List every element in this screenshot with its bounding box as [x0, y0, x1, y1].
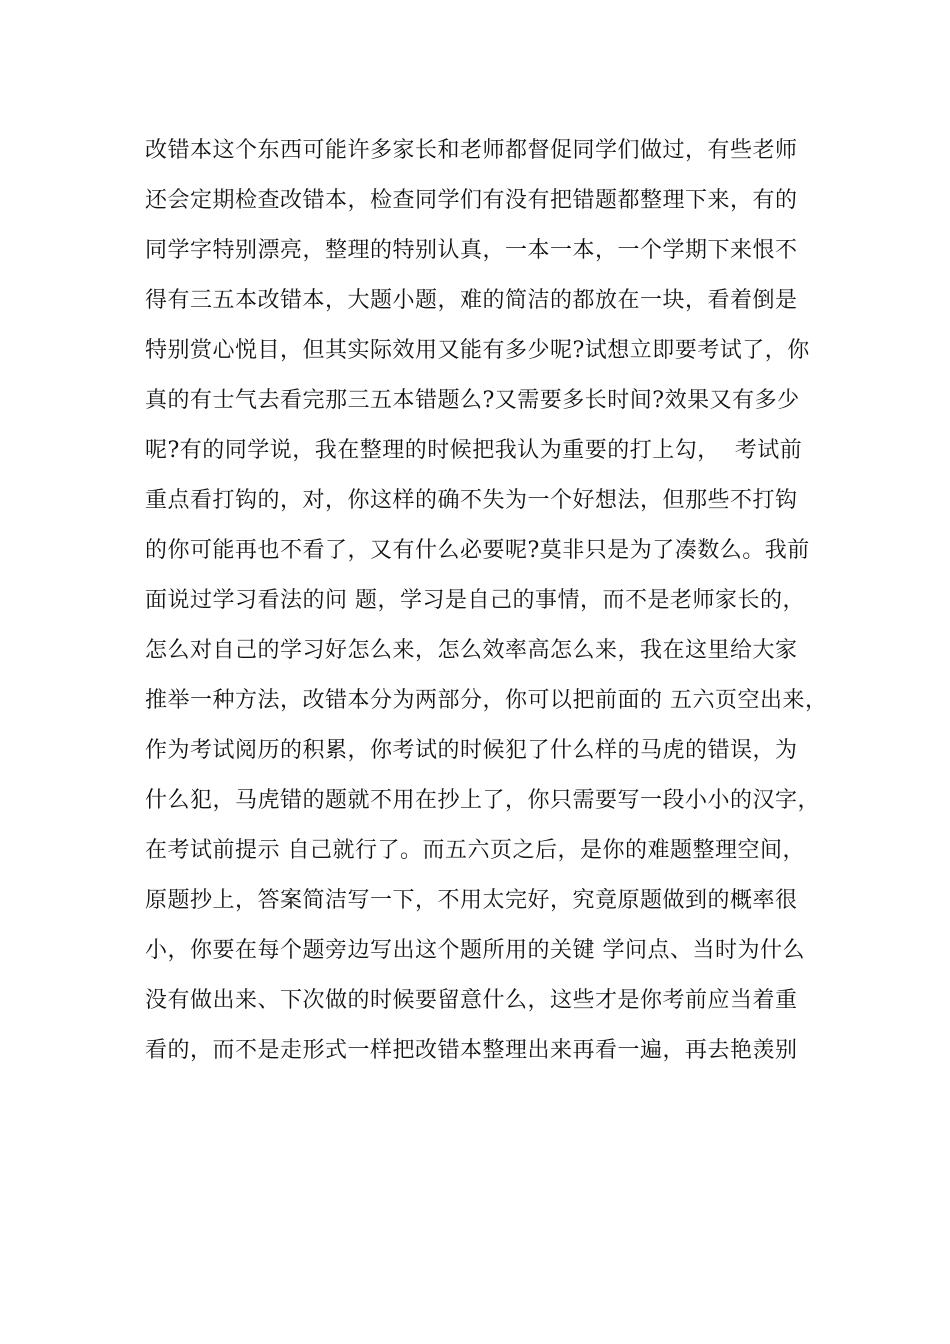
body-paragraph [145, 133, 828, 1083]
text-line: 怎么对自己的学习好怎么来，怎么效率高怎么来，我在这里给大家 [145, 638, 798, 663]
text-line: 重点看打钩的，对，你这样的确不失为一个好想法，但那些不打钩 [145, 488, 798, 513]
text-line: 面说过学习看法的问 题，学习是自己的事情，而不是老师家长的， [145, 588, 805, 613]
text-line: 的你可能再也不看了，又有什么必要呢?莫非只是为了凑数么。我前 [145, 538, 810, 563]
text-line: 原题抄上，答案简洁写一下，不用太完好，究竟原题做到的概率很 [145, 888, 798, 913]
text-line: 真的有士气去看完那三五本错题么?又需要多长时间?效果又有多少 [145, 388, 800, 413]
text-line: 同学字特别漂亮，整理的特别认真，一本一本，一个学期下来恨不 [145, 238, 798, 263]
text-line: 推举一种方法，改错本分为两部分，你可以把前面的 五六页空出来， [145, 688, 828, 713]
text-line: 没有做出来、下次做的时候要留意什么，这些才是你考前应当着重 [145, 988, 798, 1013]
text-line: 得有三五本改错本，大题小题，难的简洁的都放在一块，看着倒是 [145, 288, 798, 313]
text-line: 什么犯，马虎错的题就不用在抄上了，你只需要写一段小小的汉字， [145, 788, 821, 813]
text-line: 特别赏心悦目，但其实际效用又能有多少呢?试想立即要考试了，你 [145, 338, 810, 363]
text-line: 改错本这个东西可能许多家长和老师都督促同学们做过，有些老师 [145, 138, 798, 163]
text-line: 呢?有的同学说，我在整理的时候把我认为重要的打上勾， 考试前 [145, 438, 803, 463]
text-line: 作为考试阅历的积累，你考试的时候犯了什么样的马虎的错误，为 [145, 738, 798, 763]
text-line: 在考试前提示 自己就行了。而五六页之后，是你的难题整理空间， [145, 838, 805, 863]
text-line: 看的，而不是走形式一样把改错本整理出来再看一遍，再去艳羡别 [145, 1038, 798, 1063]
text-line: 小，你要在每个题旁边写出这个题所用的关键 学问点、当时为什么 [145, 938, 805, 963]
text-line: 还会定期检查改错本，检查同学们有没有把错题都整理下来，有的 [145, 188, 798, 213]
